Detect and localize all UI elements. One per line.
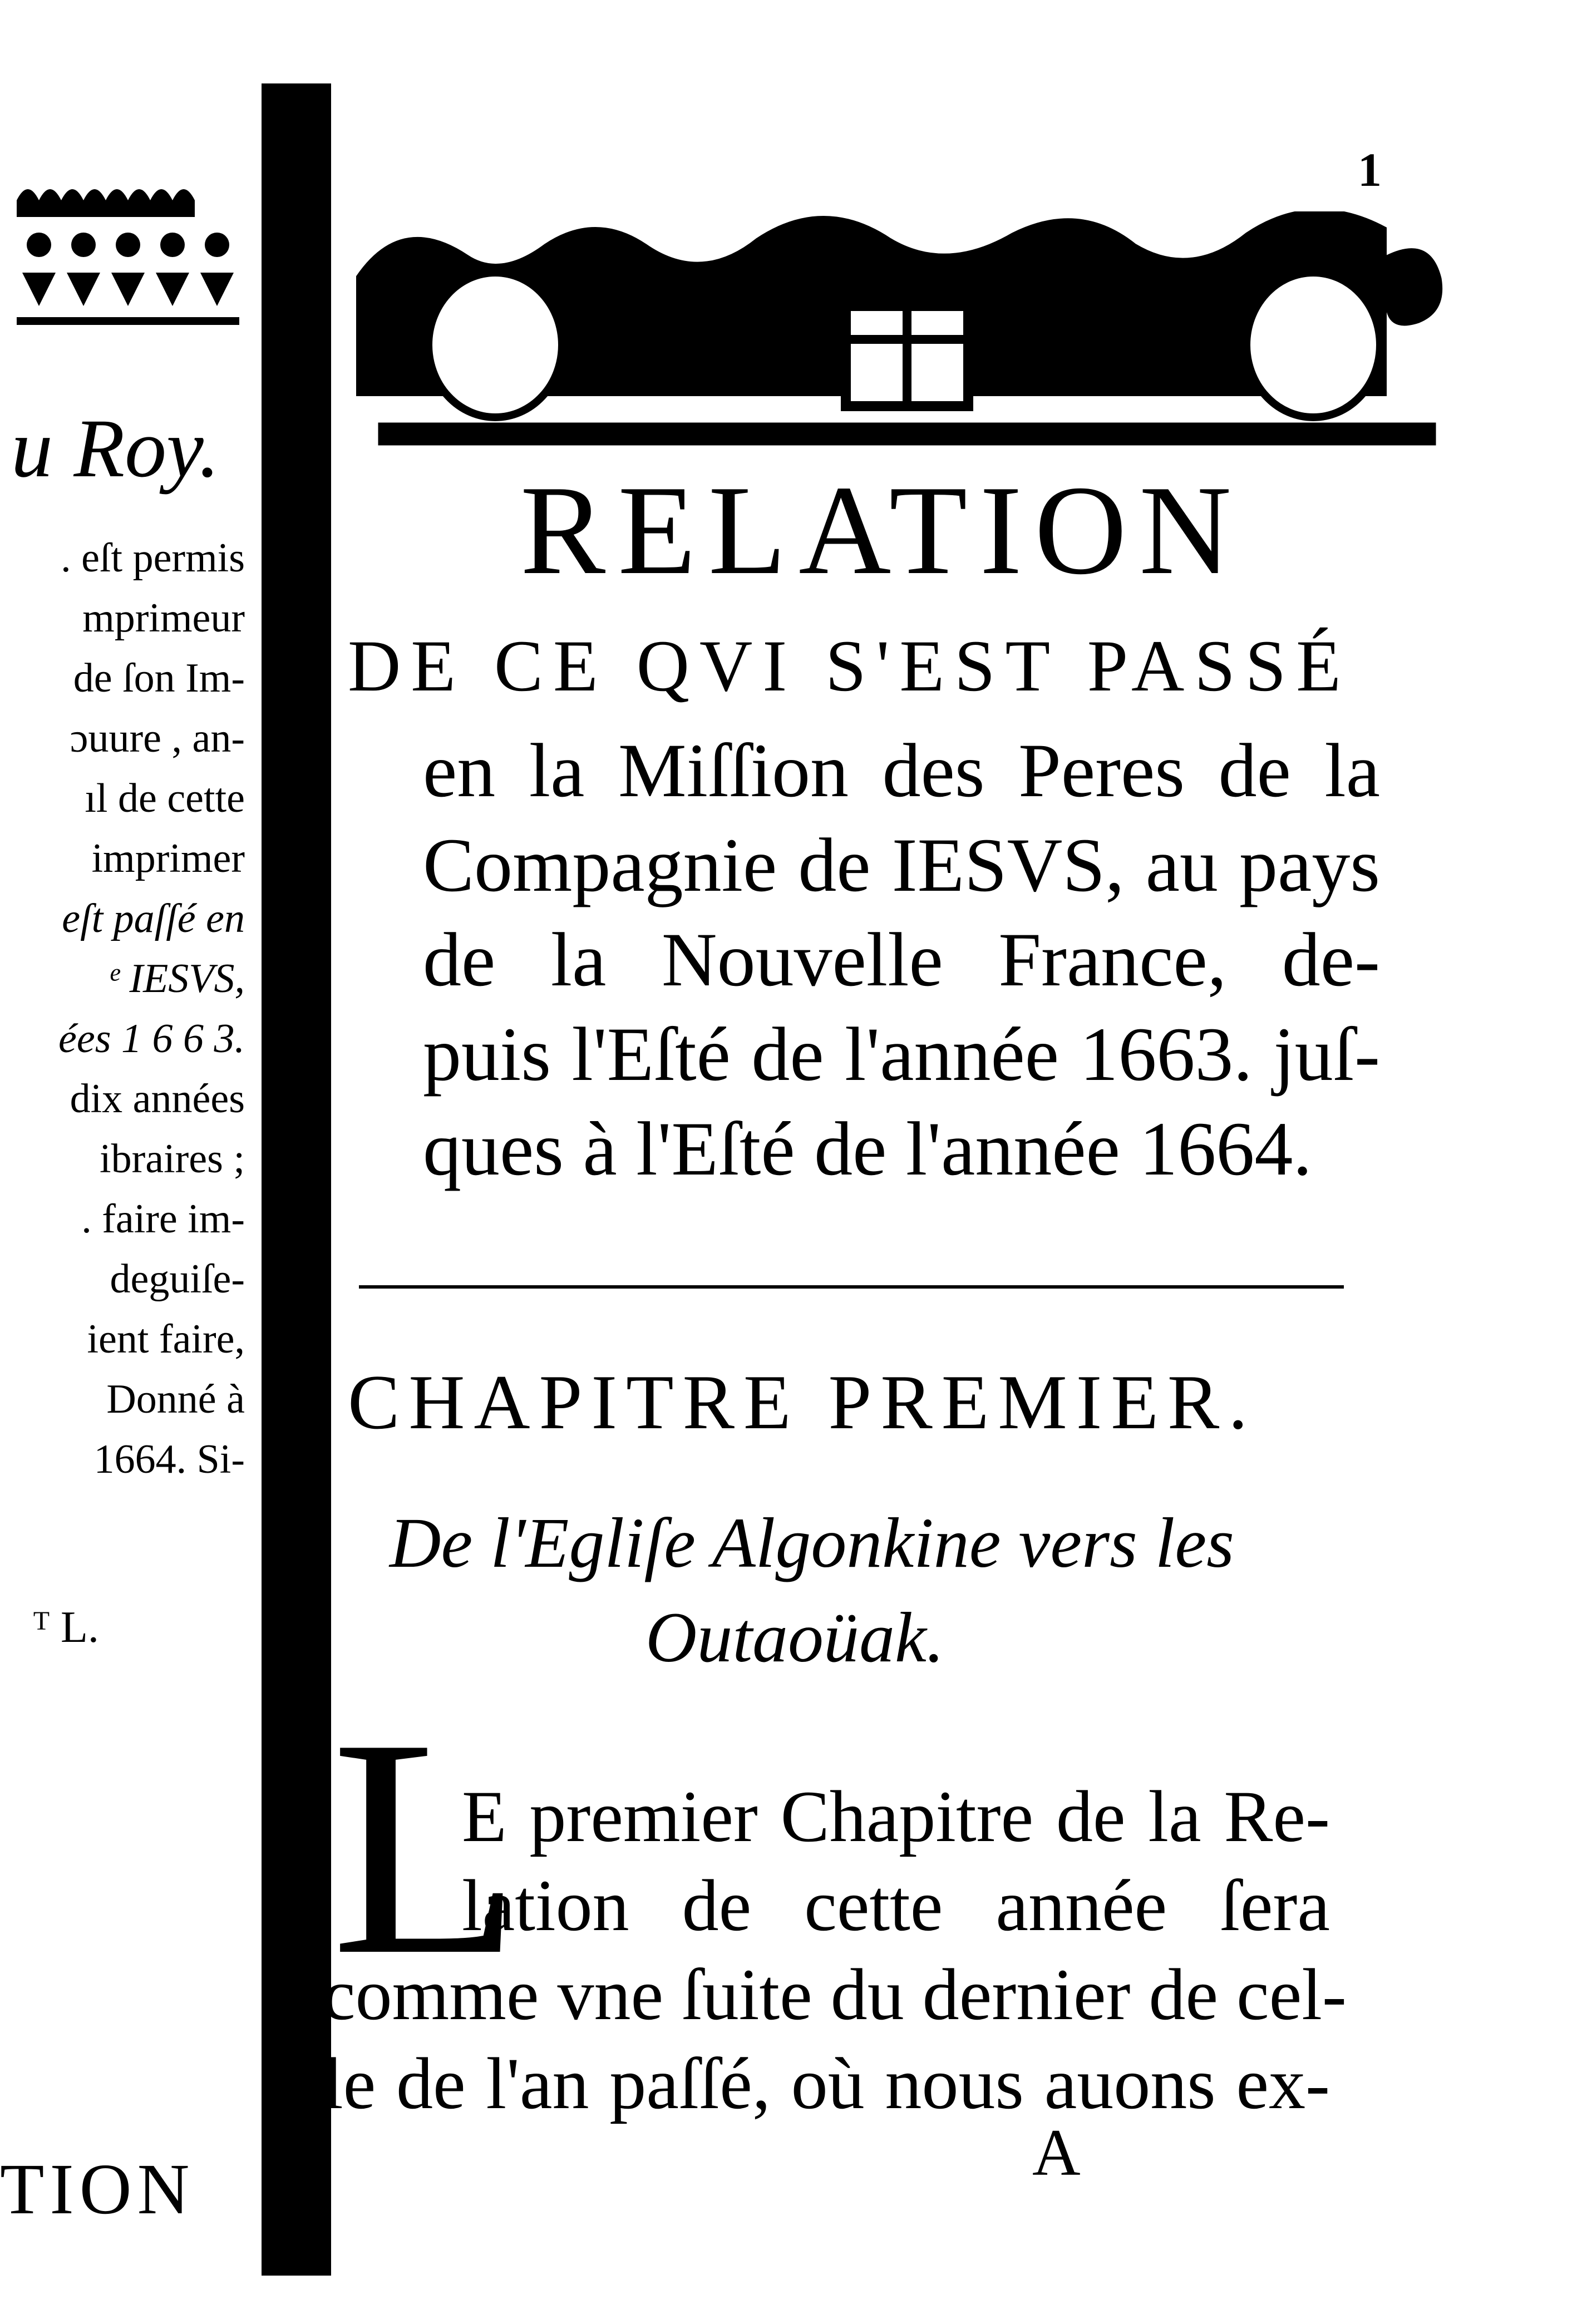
privilege-line: ées 1 6 6 3. — [58, 1016, 245, 1062]
privilege-line: ɔuure , an- — [70, 716, 245, 761]
subtitle-heading: DE CE QVI S'EST PASSÉ — [348, 625, 1351, 707]
drop-cap: L — [331, 1675, 522, 2020]
left-page-heading: u Roy. — [11, 402, 220, 495]
subtitle-line: en la Miſſion des Peres de la — [423, 728, 1380, 813]
privilege-line: dix années — [70, 1076, 245, 1122]
privilege-line: ᵉ IESVS, — [108, 956, 245, 1001]
left-page-bottom-title: TION — [0, 2149, 195, 2229]
page-title: RELATION — [520, 459, 1244, 601]
body-line: lation de cette année ſera — [462, 1864, 1330, 1946]
subtitle-line: puis l'Eſté de l'année 1663. juſ- — [423, 1011, 1380, 1097]
privilege-line: Donné à — [106, 1376, 245, 1422]
body-line: comme vne ſuite du dernier de cel- — [323, 1953, 1347, 2035]
signature-mark: A — [1032, 2115, 1081, 2189]
page-number: 1 — [1358, 143, 1382, 196]
privilege-line: de ſon Im- — [73, 655, 245, 701]
privilege-line: 1664. Si- — [93, 1437, 245, 1482]
woodcut-headpiece — [356, 211, 1458, 456]
subtitle-line: Compagnie de IESVS, au pays — [423, 822, 1380, 907]
privilege-line: mprimeur — [82, 595, 245, 641]
privilege-line: eſt paſſé en — [62, 896, 245, 941]
subtitle-line: ques à l'Eſté de l'année 1664. — [423, 1106, 1312, 1191]
subtitle-line: de la Nouvelle France, de- — [423, 917, 1380, 1002]
left-page-signature: ᵀ L. — [33, 1603, 99, 1652]
privilege-line: . faire im- — [81, 1196, 245, 1242]
privilege-line: ibraires ; — [100, 1136, 245, 1182]
privilege-line: . eſt permis — [61, 535, 245, 581]
body-line: le de l'an paſſé, où nous auons ex- — [323, 2042, 1330, 2124]
chapter-subtitle: Outaoüak. — [645, 1598, 944, 1677]
privilege-line: ient faire, — [87, 1316, 245, 1362]
privilege-line: imprimer — [91, 836, 245, 881]
binding-gutter — [262, 83, 331, 2276]
privilege-line: deguiſe- — [110, 1256, 245, 1302]
chapter-heading: CHAPITRE PREMIER. — [348, 1359, 1257, 1445]
section-rule — [359, 1285, 1344, 1289]
body-line: E premier Chapitre de la Re- — [462, 1775, 1330, 1857]
privilege-line: ıl de cette — [85, 776, 245, 821]
chapter-subtitle: De l'Egliſe Algonkine vers les — [390, 1503, 1234, 1582]
fleuron-ornament-left — [6, 178, 250, 345]
